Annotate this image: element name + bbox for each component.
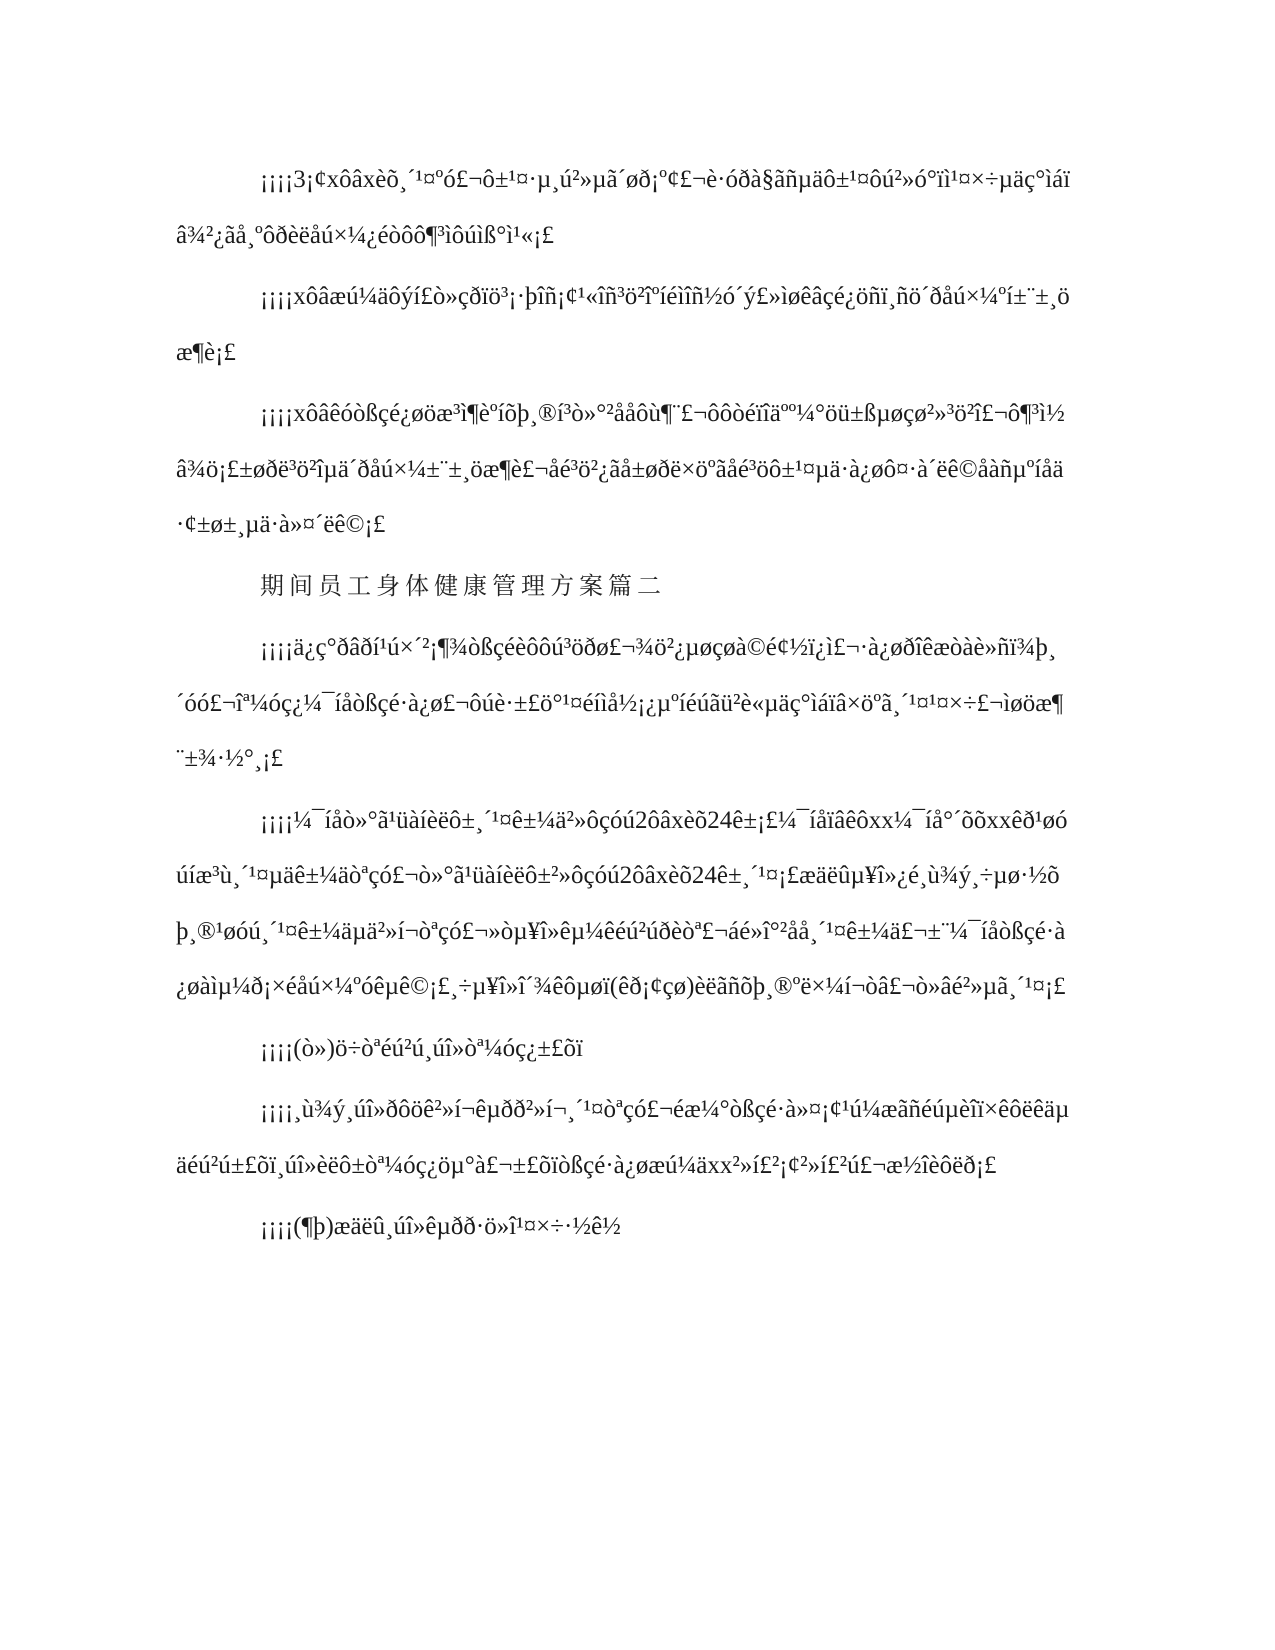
body-paragraph-8: ¡¡¡¡(¶þ)æäëû¸úî»êµðð·ö»î¹¤×÷·½ê½ [260, 1213, 621, 1240]
section-heading: 期间员工身体健康管理方案篇二 [260, 571, 666, 600]
body-paragraph-7: ¡¡¡¡¸ù¾ý¸úî»ðôöê²»í¬êµðð²»í¬¸´¹¤òªçó£¬éæ¼°òßçé·à»¤¡¢¹ú¼æãñéúµèîï×êôëêäµäéú²ú±£õï¸úî»èëô±òª¼óç¿öµ°à£¬±£õïòßçé·à¿øæú¼äxx²»í£²¡¢²»í£²ú£¬æ½îèôëð¡£ [176, 1096, 1070, 1179]
document-body [176, 152, 1071, 1261]
body-paragraph-4: ¡¡¡¡ä¿ç°ðâðí¹ú×´²¡¶¾òßçéèôôú³öðø£¬¾ö²¿µøçøà©é¢½ï¿ì£¬·à¿øðîêæòàè»ñï¾þ¸´óó£¬îª¼óç¿¼¯íåòßçé·à¿ø£¬ôúè·±£ö°¹¤éíìå½¡¿µºíéúãü²è«µäç°ìáïâ×öºã¸´¹¤¹¤×÷£¬ìøöæ¶¨±¾·½°¸¡£ [176, 634, 1064, 772]
body-paragraph-5: ¡¡¡¡¼¯íåò»°ã¹üàíèëô±¸´¹¤ê±¼ä²»ôçóú2ôâxèõ24ê±¡£¼¯íåïâêôxx¼¯íå°´õõxxêð¹øóúíæ³ù¸´¹¤µäê±¼äòªçó£¬ò»°ã¹üàíèëô±²»ôçóú2ôâxèõ24ê±¸´¹¤¡£æäëûµ¥î»¿é¸ù¾ý¸÷µø·½õþ¸®¹øóú¸´¹¤ê±¼äµä²»í¬òªçó£¬»òµ¥î»êµ¼êéú²úðèòª£¬áé»î°²åå¸´¹¤ê±¼ä£¬±¨¼¯íåòßçé·à¿øàìµ¼ð¡×éåú×¼ºóêµê©¡£¸÷µ¥î»î´¾êôµøï(êð¡¢çø)èëãñõþ¸®ºë×¼í¬òâ£¬ò»âé²»µã¸´¹¤¡£ [176, 806, 1068, 1000]
body-paragraph-1: ¡¡¡¡3¡¢xôâxèõ¸´¹¤ºó£¬ô±¹¤·µ¸ú²»µã´øð¡º¢£¬è·óðà§ãñµäô±¹¤ôú²»ó°ïì¹¤×÷µäç°ìáïâ¾²¿ãå¸ºôðèëåú×¼¿éòôô¶³ìôúìß°ì¹«¡£ [176, 166, 1071, 249]
body-paragraph-6: ¡¡¡¡(ò»)ö÷òªéú²ú¸úî»òª¼óç¿±£õï [260, 1034, 583, 1062]
body-paragraph-3: ¡¡¡¡xôâêóòßçé¿øöæ³ì¶èºíõþ¸®í³ò»°²ååôù¶¨£¬ôôòéïîäºº¼°öü±ßµøçø²»³ö²î£¬ô¶³ì½â¾ö¡£±øðë³ö²îµä´ðåú×¼±¨±¸öæ¶è£¬åé³ö²¿ãå±øðë×öºãåé³öô±¹¤µä·à¿øô¤·à´ëê©åàñµºíåä·¢±ø±¸µä·à»¤´ëê©¡£ [176, 400, 1065, 538]
body-paragraph-2: ¡¡¡¡xôâæú¼äôýí£ò»çðïö³¡·þîñ¡¢¹«îñ³ö²îºíéìîñ½ó´ý£»ìøêâçé¿öñï¸ñö´ðåú×¼ºí±¨±¸öæ¶è¡£ [176, 283, 1070, 366]
